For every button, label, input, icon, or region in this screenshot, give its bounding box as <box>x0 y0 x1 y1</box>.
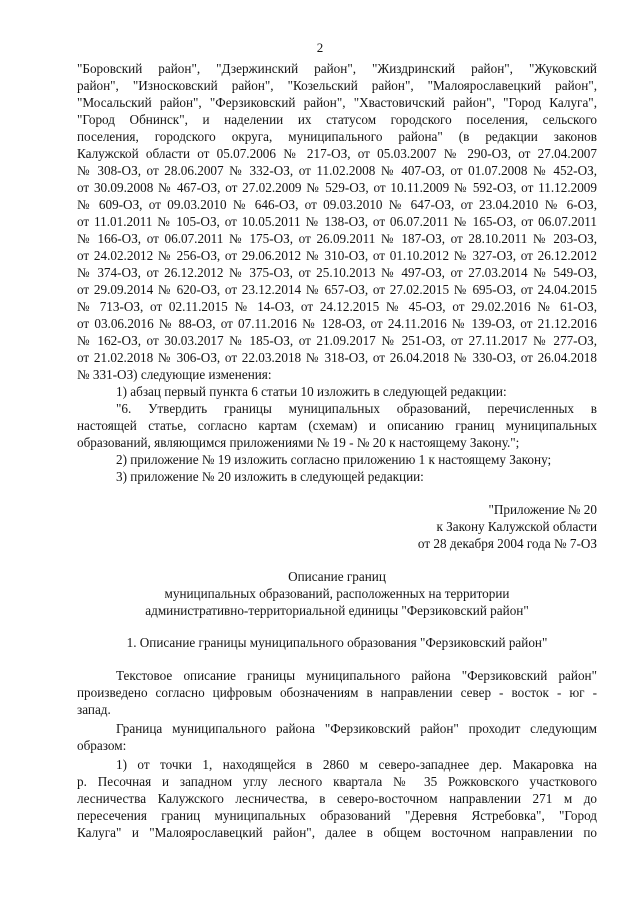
text-line: настоящей статье, согласно картам (схемам) и описанию границ муниципальных <box>77 418 597 433</box>
text-line: 2) приложение № 19 изложить согласно приложению 1 к настоящему Закону; <box>116 452 552 467</box>
document-title: административно-территориальной единицы "Ферзиковский район" <box>145 603 529 618</box>
text-line: № 308-ОЗ, от 28.06.2007 № 332-ОЗ, от 11.02.2008 № 407-ОЗ, от 01.07.2008 № 452-ОЗ, <box>77 163 597 178</box>
text-line: произведено согласно цифровым обозначениям в направлении север - восток - юг - <box>77 685 597 700</box>
text-line: № 713-ОЗ, от 02.11.2015 № 14-ОЗ, от 24.12.2015 № 45-ОЗ, от 29.02.2016 № 61-ОЗ, <box>77 299 597 314</box>
text-line: образом: <box>77 738 127 753</box>
text-line: от 29.09.2014 № 620-ОЗ, от 23.12.2014 № 657-ОЗ, от 27.02.2015 № 695-ОЗ, от 24.04.2015 <box>77 282 597 297</box>
text-line: № 162-ОЗ, от 30.03.2017 № 185-ОЗ, от 21.09.2017 № 251-ОЗ, от 27.11.2017 № 277-ОЗ, <box>77 333 597 348</box>
document-title: Описание границ <box>288 569 386 584</box>
text-line: запад. <box>77 702 111 717</box>
text-line: поселения, городского округа, муниципального района" (в редакции законов <box>77 129 597 144</box>
text-line: от 24.02.2012 № 256-ОЗ, от 29.06.2012 № 310-ОЗ, от 01.10.2012 № 327-ОЗ, от 26.12.2012 <box>77 248 597 263</box>
document-title: муниципальных образований, расположенных на территории <box>164 586 510 601</box>
text-line: 1) абзац первый пункта 6 статьи 10 изложить в следующей редакции: <box>116 384 507 399</box>
section-heading: 1. Описание границы муниципального образования "Ферзиковский район" <box>126 635 548 650</box>
text-line: образований, являющимся приложениями № 19 - № 20 к настоящему Закону."; <box>77 435 520 450</box>
text-line: "6. Утвердить границы муниципальных образований, перечисленных в <box>116 401 597 416</box>
text-line: Калуга" и "Малоярославецкий район", далее в общем восточном направлении по <box>77 825 597 840</box>
text-line: "Город Обнинск", и наделении их статусом городского поселения, сельского <box>77 112 597 127</box>
text-line: р. Песочная и западном углу лесного квартала № 35 Рожковского участкового <box>77 774 597 789</box>
text-line: "Боровский район", "Дзержинский район", "Жиздринский район", "Жуковский <box>77 61 597 76</box>
text-line: 1) от точки 1, находящейся в 2860 м северо-западнее дер. Макаровка на <box>116 757 597 772</box>
text-line: пересечения границ муниципальных образований "Деревня Ястребовка", "Город <box>77 808 597 823</box>
text-line: лесничества Калужского лесничества, в северо-восточном направлении 271 м до <box>77 791 597 806</box>
text-line: № 609-ОЗ, от 09.03.2010 № 646-ОЗ, от 09.03.2010 № 647-ОЗ, от 23.04.2010 № 6-ОЗ, <box>77 197 597 212</box>
text-line: № 331-ОЗ) следующие изменения: <box>77 367 272 382</box>
text-line: 3) приложение № 20 изложить в следующей редакции: <box>116 469 424 484</box>
text-line: от 21.02.2018 № 306-ОЗ, от 22.03.2018 № 318-ОЗ, от 26.04.2018 № 330-ОЗ, от 26.04.2018 <box>77 350 597 365</box>
page-number: 2 <box>316 40 324 55</box>
appendix-line: от 28 декабря 2004 года № 7-ОЗ <box>417 536 597 551</box>
text-line: от 30.09.2008 № 467-ОЗ, от 27.02.2009 № 529-ОЗ, от 10.11.2009 № 592-ОЗ, от 11.12.2009 <box>77 180 597 195</box>
text-line: № 166-ОЗ, от 06.07.2011 № 175-ОЗ, от 26.09.2011 № 187-ОЗ, от 28.10.2011 № 203-ОЗ, <box>77 231 597 246</box>
text-line: "Мосальский район", "Ферзиковский район", "Хвастовичский район", "Город Калуга", <box>77 95 597 110</box>
appendix-line: "Приложение № 20 <box>488 502 597 517</box>
appendix-line: к Закону Калужской области <box>436 519 597 534</box>
text-line: от 11.01.2011 № 105-ОЗ, от 10.05.2011 № 138-ОЗ, от 06.07.2011 № 165-ОЗ, от 06.07.2011 <box>77 214 597 229</box>
text-line: Текстовое описание границы муниципального района "Ферзиковский район" <box>116 668 597 683</box>
text-line: Калужской области от 05.07.2006 № 217-ОЗ, от 05.03.2007 № 290-ОЗ, от 27.04.2007 <box>77 146 597 161</box>
text-line: район", "Износковский район", "Козельский район", "Малоярославецкий район", <box>77 78 597 93</box>
text-line: Граница муниципального района "Ферзиковский район" проходит следующим <box>116 721 597 736</box>
text-line: от 03.06.2016 № 88-ОЗ, от 07.11.2016 № 128-ОЗ, от 24.11.2016 № 139-ОЗ, от 21.12.2016 <box>77 316 597 331</box>
text-line: № 374-ОЗ, от 26.12.2012 № 375-ОЗ, от 25.10.2013 № 497-ОЗ, от 27.03.2014 № 549-ОЗ, <box>77 265 597 280</box>
